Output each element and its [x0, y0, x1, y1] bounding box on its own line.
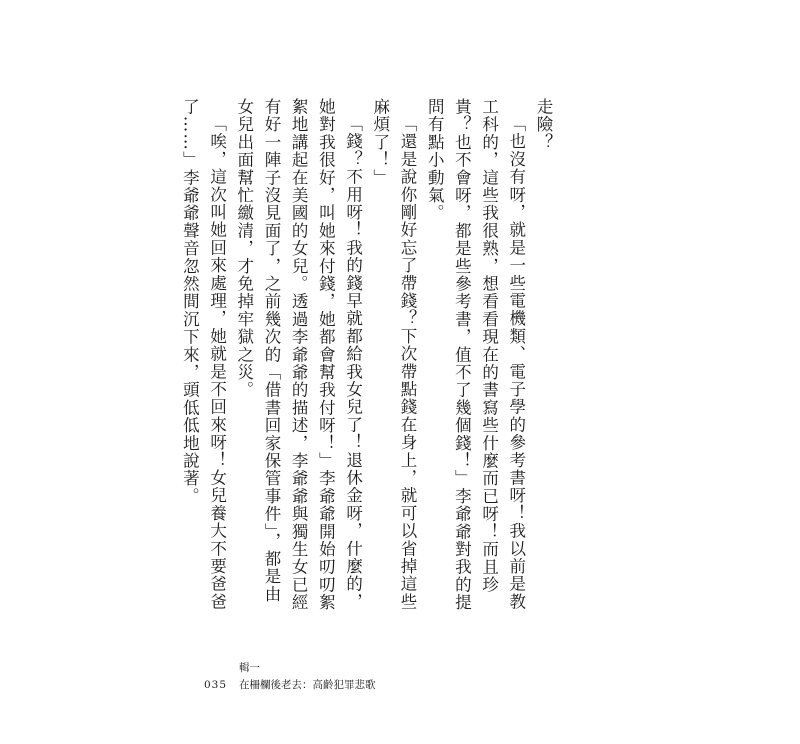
book-title: 在柵欄後老去：高齡犯罪悲歌	[239, 679, 376, 691]
paragraph: 「錢？不用呀！我的錢早就都給我女兒了！退休金呀，什麼的，她對我很好，叫她來付錢，她都會幫我付呀！」李爺爺開始叨叨絮絮地講起在美國的女兒。透過李爺爺的描述，李爺爺與獨生女已經有好一陣子沒見面了，之前幾次的「借書回家保管事件」，都是由女兒出面幫忙繳清，才免掉牢獄之災。	[234, 98, 363, 612]
paragraph: 「還是說你剛好忘了帶錢？下次帶點錢在身上，就可以省掉這些麻煩了！」	[370, 98, 417, 611]
body-text	[180, 98, 557, 618]
paragraph: 「也沒有呀，就是一些電機類、電子學的參考書呀！我以前是教工科的，這些我很熟，想看看現在的書寫些什麼而已呀！而且珍貴？也不會呀，都是些參考書，值不了幾個錢！」李爺爺對我的提問有點小動氣。	[425, 98, 526, 612]
paragraph: 走險？	[534, 98, 553, 152]
chapter-label: 輯一	[239, 662, 260, 674]
page-number: 035	[204, 679, 228, 691]
paragraph: 「唉，這次叫她回來處理，她就是不回來呀！女兒養大不要爸爸了……」李爺爺聲音忽然間沉下來，頭低低地說著。	[180, 98, 227, 611]
